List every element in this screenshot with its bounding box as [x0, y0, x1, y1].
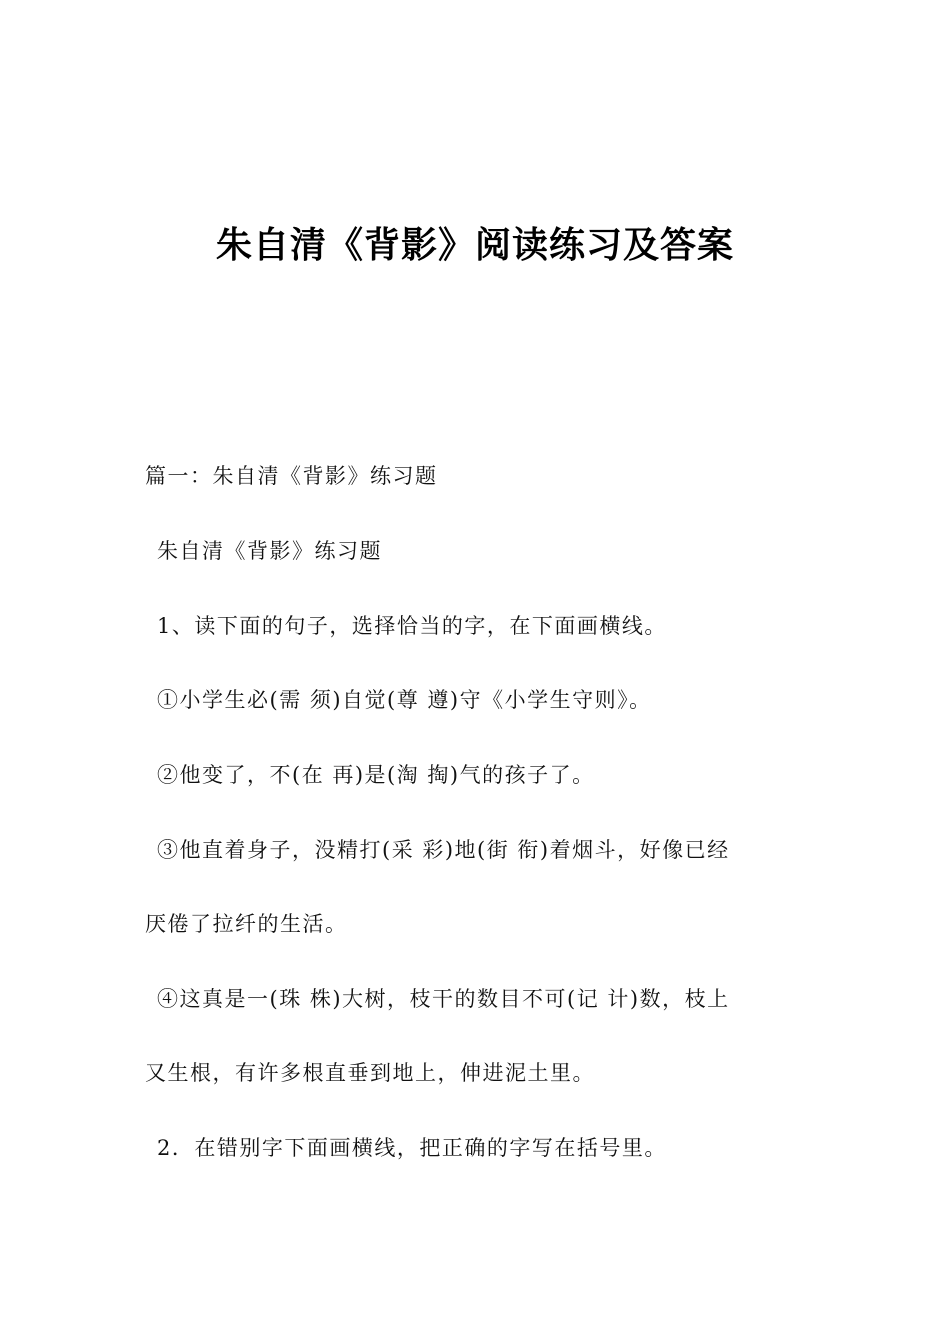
question-1-item-1: ①小学生必(需 须)自觉(尊 遵)守《小学生守则》。: [157, 688, 652, 712]
section-heading: 篇一：朱自清《背影》练习题: [145, 464, 438, 488]
document-title: 朱自清《背影》阅读练习及答案: [215, 225, 734, 266]
question-1: 1、读下面的句子，选择恰当的字，在下面画横线。: [157, 614, 667, 638]
question-1-item-3-continued: 厌倦了拉纤的生活。: [145, 912, 348, 936]
question-1-item-3: ③他直着身子，没精打(采 彩)地(街 衔)着烟斗，好像已经: [157, 838, 730, 862]
question-1-item-4-continued: 又生根，有许多根直垂到地上，伸进泥土里。: [145, 1061, 595, 1085]
exercise-subtitle: 朱自清《背影》练习题: [157, 539, 382, 563]
question-1-item-4: ④这真是一(珠 株)大树，枝干的数目不可(记 计)数，枝上: [157, 987, 730, 1011]
question-1-item-2: ②他变了，不(在 再)是(淘 掏)气的孩子了。: [157, 763, 595, 787]
question-2: 2．在错别字下面画横线，把正确的字写在括号里。: [157, 1136, 667, 1160]
